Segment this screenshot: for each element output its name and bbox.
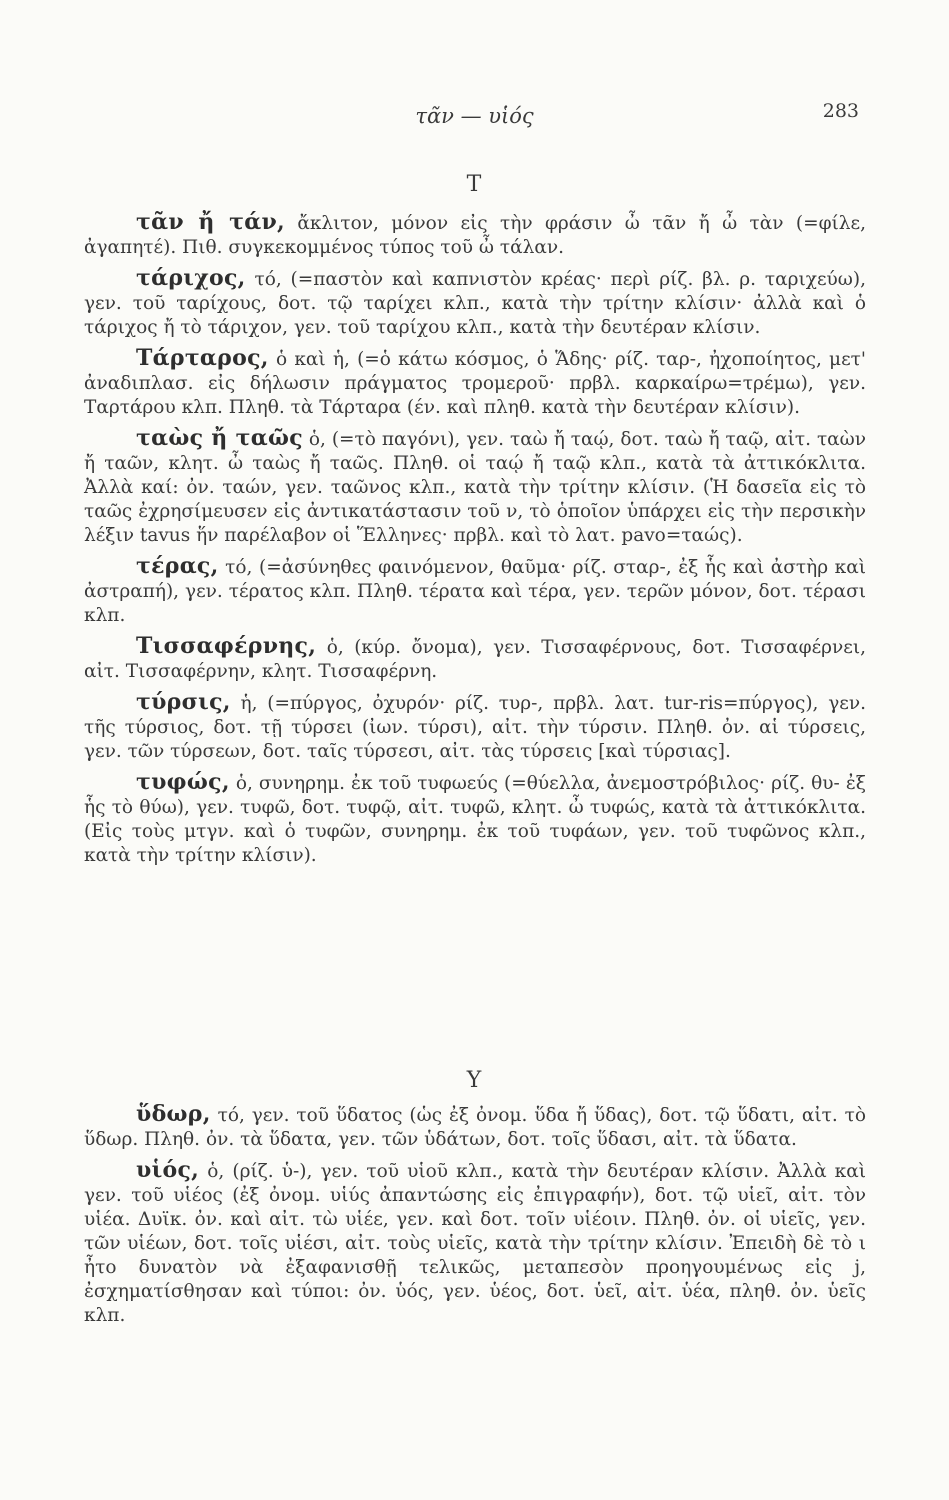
entry-lemma: τυφώς,: [136, 769, 230, 795]
entry-text: ὁ καὶ ἡ, (=ὁ κάτω κόσμος, ὁ Ἅδης· ρίζ. ταρ-, ἠχοποίητος, μετ' ἀναδιπλασ. εἰς δήλωσιν πράγματος τρομεροῦ· πρβλ. καρκαίρω=τρέμω), γεν. Ταρτάρου κλπ. Πληθ. τὰ Τάρταρα (έν. καὶ πληθ. κατὰ τὴν δευτέραν κλίσιν).: [84, 349, 866, 418]
page-header: [0, 100, 949, 130]
section-tau-entries: [84, 210, 866, 874]
dictionary-entry: [84, 210, 866, 260]
dictionary-entry: [84, 770, 866, 868]
entry-text: τό, (=παστὸν καὶ καπνιστὸν κρέας· περὶ ρίζ. βλ. ρ. ταριχεύω), γεν. τοῦ ταρίχους, δοτ. τῷ ταρίχει κλπ., κατὰ τὴν τρίτην κλίσιν· ἀλλὰ καὶ ὁ τάριχος ἤ τὸ τάριχον, γεν. τοῦ ταρίχου κλπ., κατὰ τὴν δευτέραν κλίσιν.: [84, 269, 866, 338]
entry-lemma: τέρας,: [136, 553, 219, 579]
entry-lemma: τάριχος,: [136, 265, 246, 291]
entry-lemma: τᾶν ἤ τάν,: [136, 209, 285, 235]
dictionary-entry: [84, 554, 866, 628]
dictionary-entry: [84, 346, 866, 420]
entry-lemma: ὕδωρ,: [136, 1101, 211, 1127]
dictionary-entry: [84, 690, 866, 764]
entry-text: τό, (=ἀσύνηθες φαινόμενον, θαῦμα· ρίζ. σταρ-, ἐξ ἧς καὶ ἀστὴρ καὶ ἀστραπή), γεν. τέρατος κλπ. Πληθ. τέρατα καὶ τέρα, γεν. τερῶν μόνον, δοτ. τέρασι κλπ.: [84, 557, 866, 626]
section-letter-upsilon: Υ: [466, 1068, 483, 1093]
entry-lemma: Τισσαφέρνης,: [136, 633, 317, 659]
entry-text: ὁ, (ρίζ. ὑ-), γεν. τοῦ υἱοῦ κλπ., κατὰ τὴν δευτέραν κλίσιν. Ἀλλὰ καὶ γεν. τοῦ υἱέος (ἐξ ὀνομ. υἱύς ἀπαντώσης εἰς ἐπιγραφήν), δοτ. τῷ υἱεῖ, αἰτ. τὸν υἱέα. Δυϊκ. ὀν. καὶ αἰτ. τὼ υἱέε, γεν. καὶ δοτ. τοῖν υἱέοιν. Πληθ. ὀν. οἱ υἱεῖς, γεν. τῶν υἱέων, δοτ. τοῖς υἱέσι, αἰτ. τοὺς υἱεῖς, κατὰ τὴν τρίτην κλίσιν. Ἐπειδὴ δὲ τὸ ι ἦτο δυνατὸν νὰ ἐξαφανισθῇ τελικῶς, μεταπεσὸν προηγουμένως εἰς j, ἐσχηματίσθησαν καὶ τύποι: ὀν. ὑός, γεν. ὑέος, δοτ. ὑεῖ, αἰτ. ὑέα, πληθ. ὀν. ὑεῖς κλπ.: [84, 1161, 866, 1326]
entry-text: τό, γεν. τοῦ ὕδατος (ὡς ἐξ ὀνομ. ὕδα ἤ ὕδας), δοτ. τῷ ὕδατι, αἰτ. τὸ ὕδωρ. Πληθ. ὀν. τὰ ὕδατα, γεν. τῶν ὑδάτων, δοτ. τοῖς ὕδασι, αἰτ. τὰ ὕδατα.: [84, 1105, 866, 1150]
dictionary-entry: [84, 1158, 866, 1328]
entry-lemma: ταὼς ἤ ταῶς: [136, 425, 303, 451]
entry-lemma: Τάρταρος,: [136, 345, 269, 371]
dictionary-entry: [84, 426, 866, 548]
dictionary-entry: [84, 1102, 866, 1152]
entry-text: ὁ, (=τὸ παγόνι), γεν. ταὼ ἤ ταῴ, δοτ. ταὼ ἤ ταῷ, αἰτ. ταὼν ἤ ταῶν, κλητ. ὦ ταὼς ἤ ταῶς. Πληθ. οἱ ταῴ ἤ ταῷ κλπ., κατὰ τὰ ἀττικόκλιτα. Ἀλλὰ καί: ὀν. ταών, γεν. ταῶνος κλπ., κατὰ τὴν τρίτην κλίσιν. (Ἡ δασεῖα εἰς τὸ ταῶς ἐχρησίμευσεν εἰς ἀντικατάστασιν τοῦ ν, τὸ ὁποῖον ὑπάρχει εἰς τὴν περσικὴν λέξιν tavus ἥν παρέλαβον οἱ Ἕλληνες· πρβλ. καὶ τὸ λατ. pavo=ταώς).: [84, 429, 867, 546]
entry-text: ὁ, συνηρημ. ἐκ τοῦ τυφωεύς (=θύελλα, ἀνεμοστρόβιλος· ρίζ. θυ- ἐξ ἧς τὸ θύω), γεν. τυφῶ, δοτ. τυφῷ, αἰτ. τυφῶ, κλητ. ὦ τυφώς, κατὰ τὰ ἀττικόκλιτα. (Εἰς τοὺς μτγν. καὶ ὁ τυφῶν, συνηρημ. ἐκ τοῦ τυφάων, γεν. τοῦ τυφῶνος κλπ., κατὰ τὴν τρίτην κλίσιν).: [84, 773, 866, 866]
entry-text: ἡ, (=πύργος, ὀχυρόν· ρίζ. τυρ-, πρβλ. λατ. tur-ris=πύργος), γεν. τῆς τύρσιος, δοτ. τῇ τύρσει (ἰων. τύρσι), αἰτ. τὴν τύρσιν. Πληθ. ὀν. αἱ τύρσεις, γεν. τῶν τύρσεων, δοτ. ταῖς τύρσεσι, αἰτ. τὰς τύρσεις [καὶ τύρσιας].: [84, 693, 866, 762]
entry-lemma: τύρσις,: [136, 689, 231, 715]
dictionary-entry: [84, 266, 866, 340]
running-head: τᾶν — υἱός: [415, 104, 534, 128]
entry-text: ὁ, (κύρ. ὄνομα), γεν. Τισσαφέρνους, δοτ. Τισσαφέρνει, αἰτ. Τισσαφέρνην, κλητ. Τισσαφέρνη.: [84, 637, 866, 682]
section-upsilon-entries: [84, 1102, 866, 1334]
page-number: 283: [822, 100, 859, 122]
dictionary-entry: [84, 634, 866, 684]
section-letter-tau: Τ: [466, 172, 483, 197]
entry-lemma: υἱός,: [136, 1157, 200, 1183]
entry-text: ἄκλιτον, μόνον εἰς τὴν φράσιν ὦ τᾶν ἤ ὦ τὰν (=φίλε, ἀγαπητέ). Πιθ. συγκεκομμένος τύπος τοῦ ὦ τάλαν.: [84, 213, 866, 258]
